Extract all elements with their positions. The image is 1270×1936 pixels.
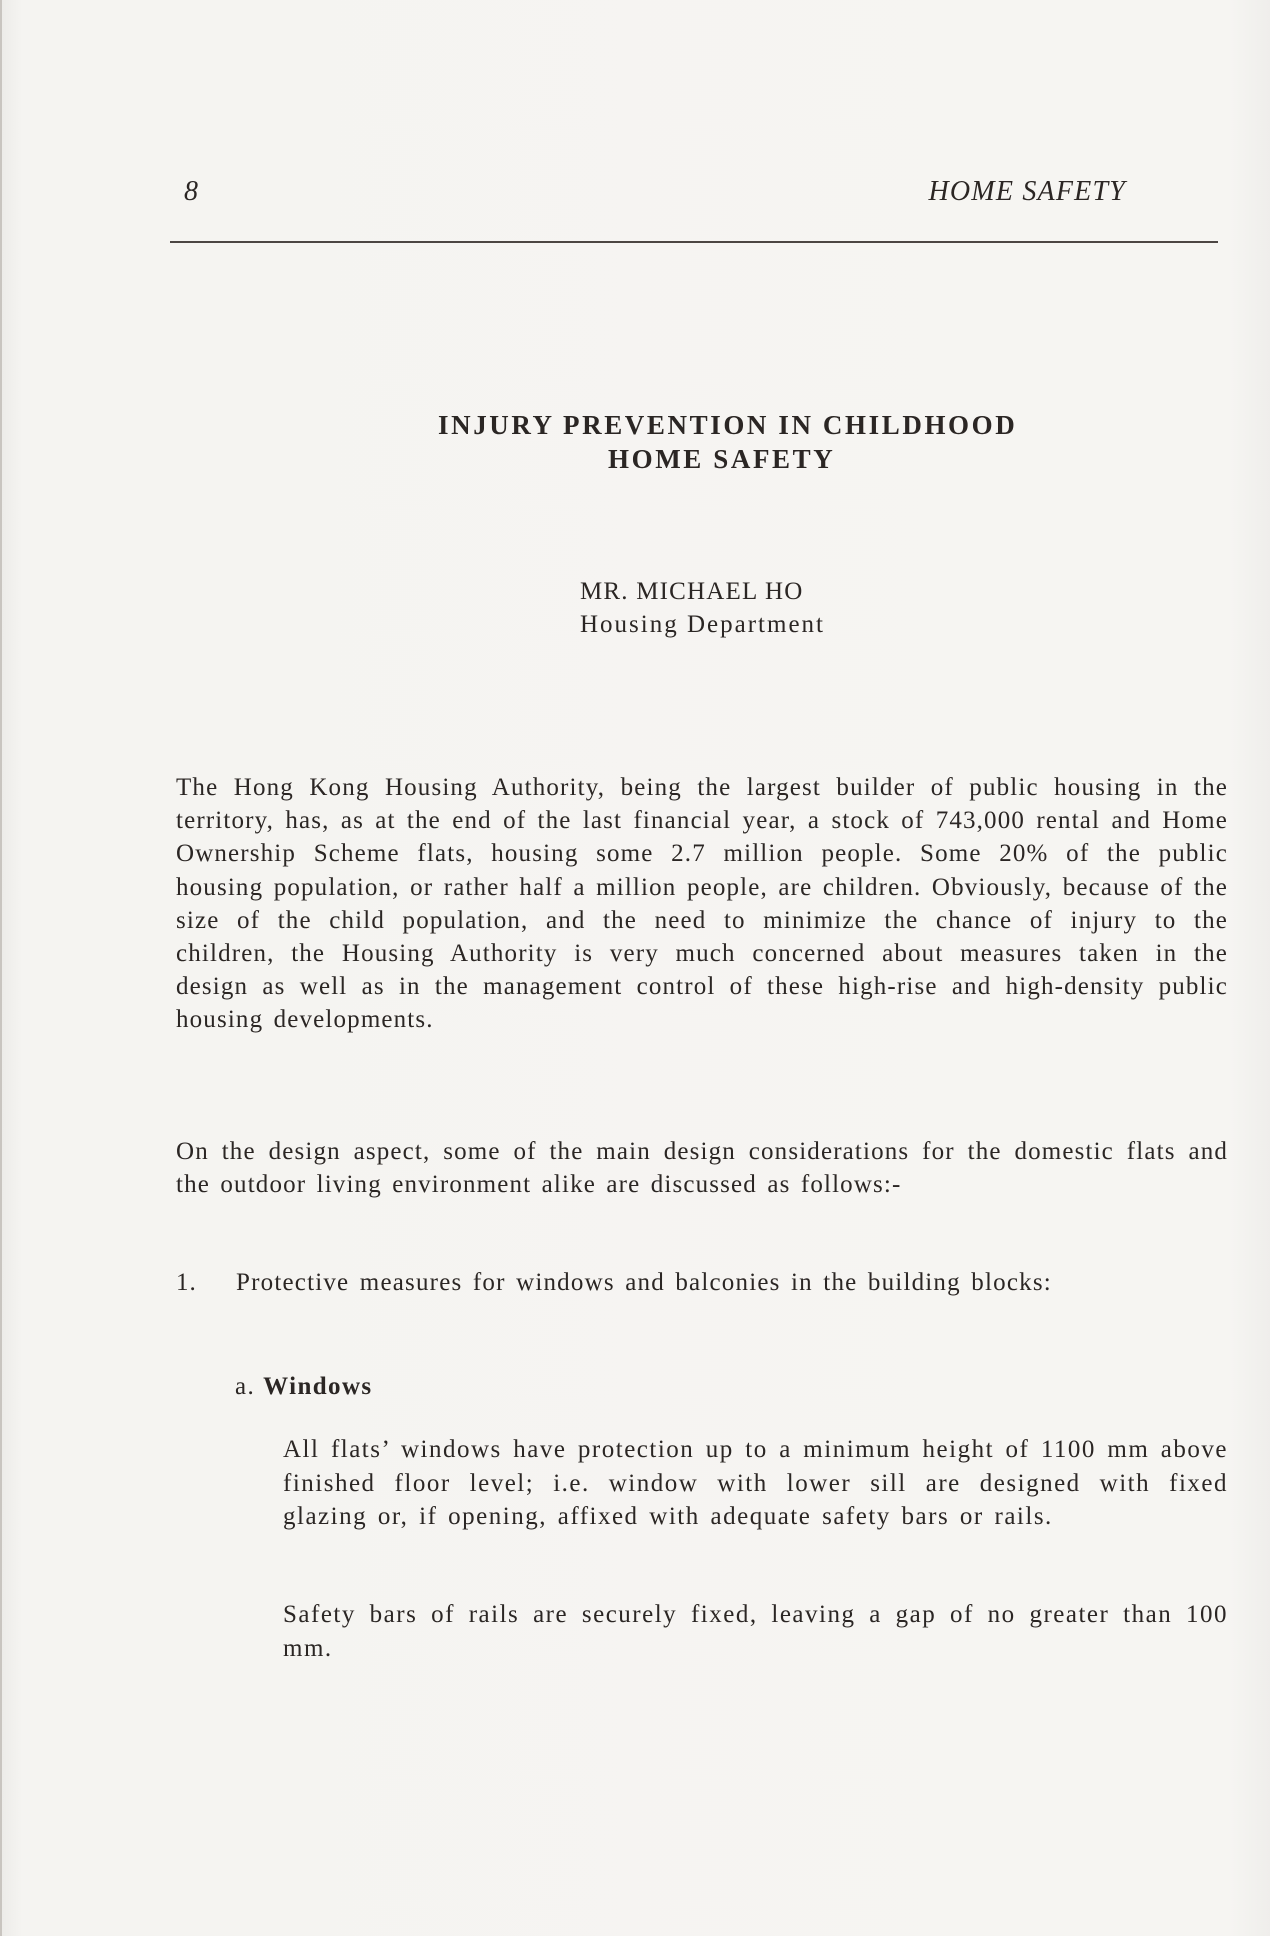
author-name: MR. MICHAEL HO (580, 578, 804, 605)
article-title (438, 408, 1098, 476)
body-paragraph: On the design aspect, some of the main design considerations for the domestic flats and the outdoor living environment alike are discussed as follows:- (176, 1138, 1228, 1199)
title-line-1: INJURY PREVENTION IN CHILDHOOD (438, 410, 1018, 440)
page-edge-shadow (0, 0, 2, 1936)
subsection-letter: a. (235, 1373, 256, 1400)
running-head: HOME SAFETY (928, 176, 1126, 207)
author-department: Housing Department (580, 611, 825, 638)
subsection-heading (235, 1370, 373, 1403)
subsection-paragraph: Safety bars of rails are securely fixed, leaving a gap of no greater than 100 mm. (283, 1601, 1228, 1662)
header-rule (170, 241, 1218, 243)
body-paragraph: The Hong Kong Housing Authority, being the largest builder of public housing in the territory, has, as at the end of the last financial year, a stock of 743,000 rental and Home Ownership Scheme flats, housing some 2.7 million people. Some 20% of the public housing population, or rather half a million people, are children. Obviously, because of the size of the child population, and the need to minimize the chance of injury to the children, the Housing Authority is very much concerned about measures taken in the design as well as in the management control of these high-rise and high-density public housing developments. (176, 774, 1228, 1034)
page-header (170, 172, 1218, 242)
page-number: 8 (184, 176, 198, 207)
title-line-2: HOME SAFETY (608, 444, 836, 474)
subsection-title: Windows (263, 1373, 373, 1400)
author-block (580, 575, 980, 641)
list-item-text: Protective measures for windows and balconies in the building blocks: (236, 1269, 1052, 1296)
subsection-paragraph: All flats’ windows have protection up to a minimum height of 1100 mm above finished floor level; i.e. window with lower sill are designed with fixed glazing or, if opening, affixed with adequate safety bars or rails. (283, 1436, 1228, 1530)
list-item-number: 1. (176, 1269, 197, 1296)
